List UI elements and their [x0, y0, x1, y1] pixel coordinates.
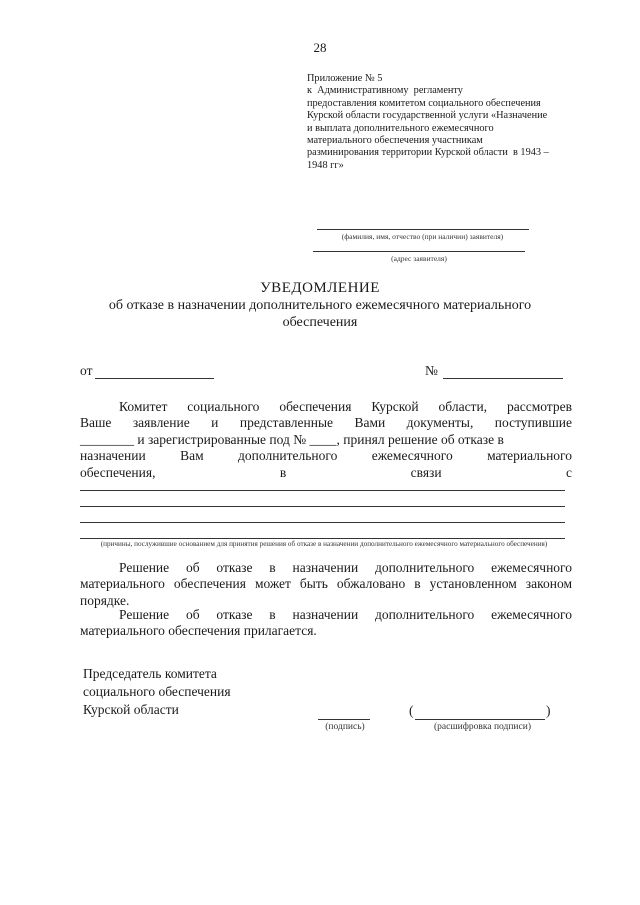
- decoding-caption: (расшифровка подписи): [434, 722, 531, 732]
- number-field-line: [443, 378, 563, 379]
- attachment-paragraph: Решение об отказе в назначении дополнительного ежемесячного материального обеспечения прилагается.: [80, 607, 572, 639]
- page-number: 28: [313, 40, 327, 55]
- appendix-line: Приложение № 5: [307, 73, 383, 84]
- date-label: от: [80, 363, 93, 378]
- para1-line: назначении Вам дополнительного ежемесячного материального: [80, 448, 572, 464]
- appendix-block: [307, 73, 592, 172]
- reason-line: [80, 538, 565, 539]
- signatory-title: Председатель комитета социального обеспечения Курской области: [83, 666, 231, 718]
- reason-line: [80, 522, 565, 523]
- decoding-close-paren: ): [546, 703, 551, 718]
- decoding-line: [415, 719, 545, 720]
- applicant-address-line: [313, 251, 525, 252]
- number-label: №: [425, 363, 438, 378]
- registration-number-blank: ____: [309, 431, 337, 447]
- para1-line: Комитет социального обеспечения Курской области, рассмотрев: [119, 399, 572, 414]
- signature-line: [318, 719, 370, 720]
- para1-line: ________ и зарегистрированные под № ____, принял решение об отказе в: [80, 431, 504, 447]
- decision-paragraph: [80, 399, 572, 481]
- received-date-blank: ________: [80, 431, 134, 447]
- appendix-line: и выплата дополнительного ежемесячного: [307, 122, 494, 134]
- appendix-line: к Административному регламенту: [307, 85, 463, 97]
- para1-line: обеспечения, в связи с: [80, 464, 572, 480]
- applicant-name-caption: (фамилия, имя, отчество (при наличии) заявителя): [341, 232, 504, 241]
- reason-line: [80, 506, 565, 507]
- appeal-paragraph: Решение об отказе в назначении дополнительного ежемесячного материального обеспечения может быть обжаловано в установленном законом порядке.: [80, 560, 572, 608]
- notice-subtitle: об отказе в назначении дополнительного ежемесячного материального обеспечения: [108, 298, 532, 330]
- date-field-line: [95, 378, 214, 379]
- applicant-name-line: [317, 229, 529, 230]
- appendix-line: Курской области государственной услуги «Назначение: [307, 110, 548, 122]
- notice-title: УВЕДОМЛЕНИЕ: [260, 280, 380, 296]
- applicant-address-caption: (адрес заявителя): [391, 254, 447, 263]
- appendix-line: 1948 гг»: [307, 159, 344, 171]
- appendix-line: материального обеспечения участникам: [307, 135, 483, 147]
- decoding-open-paren: (: [409, 703, 414, 718]
- appendix-line: разминирования территории Курской области в 1943 –: [307, 147, 549, 159]
- signature-caption: (подпись): [325, 722, 365, 732]
- para1-line: Ваше заявление и представленные Вами документы, поступившие: [80, 415, 572, 431]
- reasons-caption: (причины, послужившие основанием для принятия решения об отказе в назначении дополнительного ежемесячного материального обеспечения): [100, 540, 548, 548]
- appendix-line: предоставления комитетом социального обеспечения: [307, 97, 541, 109]
- reason-line: [80, 490, 565, 491]
